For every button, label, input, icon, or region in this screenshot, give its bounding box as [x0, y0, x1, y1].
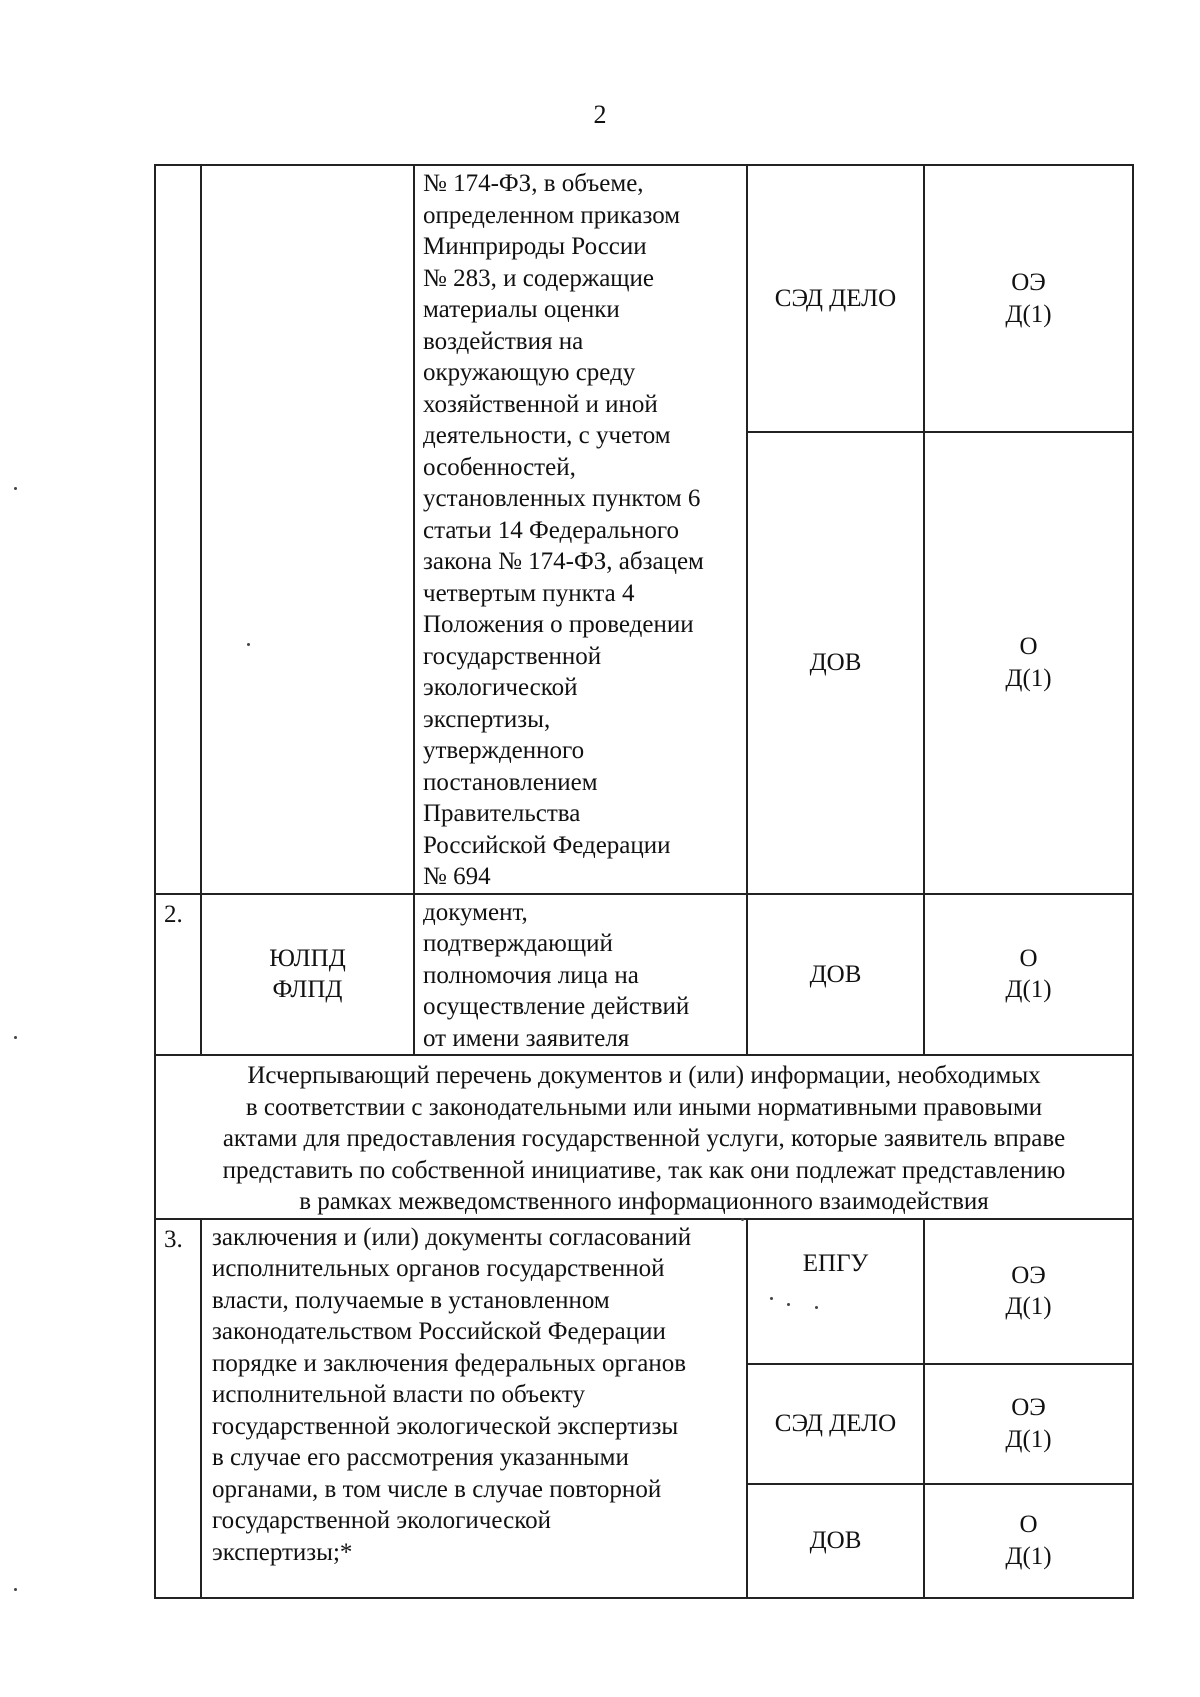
document-line: Российской Федерации	[423, 831, 671, 859]
scan-speck	[247, 643, 250, 646]
channel-name: ДОВ	[809, 649, 862, 677]
form-cell	[924, 1219, 1133, 1364]
section-header-line: актами для предоставления государственной услуги, которые заявитель вправе	[222, 1125, 1066, 1152]
channel-cell	[747, 1219, 924, 1364]
document-cell	[414, 894, 747, 1056]
document-line: экспертизы;*	[212, 1538, 353, 1566]
document-line: № 694	[423, 863, 491, 890]
table-row	[155, 894, 1133, 1056]
document-line: в случае его рассмотрения указанными	[212, 1444, 629, 1471]
document-cell	[414, 165, 747, 894]
document-line: утвержденного	[423, 737, 585, 764]
document-line: Минприроды России	[423, 233, 647, 260]
table-row	[155, 165, 1133, 432]
form-cell	[924, 432, 1133, 893]
form-count: Д(1)	[1005, 300, 1052, 328]
form-count: Д(1)	[1005, 976, 1052, 1004]
document-line: постановлением	[423, 768, 598, 796]
section-header-line: Исчерпывающий перечень документов и (или) информации, необходимых	[247, 1062, 1041, 1089]
document-line: № 174-ФЗ, в объеме,	[423, 170, 644, 197]
document-line: осуществление действий	[423, 993, 690, 1020]
document-line: органами, в том числе в случае повторной	[212, 1475, 662, 1503]
document-line: материалы оценки	[423, 296, 620, 323]
document-line: государственной экологической	[212, 1507, 551, 1534]
form-cell	[924, 894, 1133, 1056]
document-line: закона № 174-ФЗ, абзацем	[423, 548, 704, 575]
document-line: подтверждающий	[423, 930, 613, 957]
document-line: деятельности, с учетом	[423, 422, 671, 449]
document-line: государственной	[423, 642, 602, 670]
form-count: Д(1)	[1005, 1293, 1052, 1320]
section-header-row	[155, 1055, 1133, 1219]
document-line: четвертым пункта 4	[423, 579, 635, 607]
form-type: ОЭ	[1011, 1261, 1046, 1289]
form-count: Д(1)	[1005, 664, 1052, 692]
form-cell	[924, 165, 1133, 432]
scan-speck	[14, 1588, 17, 1591]
row-number-cell	[155, 165, 201, 894]
form-cell	[924, 1364, 1133, 1484]
table-row	[155, 1219, 1133, 1364]
scan-speck	[14, 487, 17, 490]
scan-speck	[14, 1036, 17, 1039]
form-type: ОЭ	[1011, 269, 1046, 297]
document-line: законодательством Российской Федерации	[212, 1318, 666, 1345]
form-cell	[924, 1484, 1133, 1598]
channel-name: СЭД ДЕЛО	[774, 284, 897, 312]
document-line: исполнительных органов государственной	[212, 1255, 665, 1282]
scan-speck	[741, 1218, 744, 1221]
row-number-cell: 3.	[155, 1219, 201, 1598]
document-line: заключения и (или) документы согласований	[212, 1223, 692, 1251]
document-line: определенном приказом	[423, 201, 681, 229]
documents-table	[154, 164, 1134, 1599]
section-header-line: в соответствии с законодательными или иными нормативными правовыми	[245, 1093, 1043, 1121]
document-line: экологической	[423, 674, 578, 701]
document-line: власти, получаемые в установленном	[212, 1286, 610, 1314]
document-line: хозяйственной и иной	[423, 390, 658, 418]
document-cell	[201, 1219, 747, 1598]
form-count: Д(1)	[1005, 1425, 1052, 1453]
channel-cell	[747, 165, 924, 432]
channel-name: ДОВ	[809, 960, 862, 988]
section-header-line: в рамках межведомственного информационного взаимодействия	[299, 1188, 989, 1215]
applicant-code: ФЛПД	[272, 976, 343, 1004]
form-type: О	[1019, 944, 1038, 972]
document-line: порядке и заключения федеральных органов	[212, 1349, 687, 1377]
channel-name: ЕПГУ	[802, 1249, 869, 1277]
document-line: исполнительной власти по объекту	[212, 1381, 586, 1408]
scan-speck	[770, 1297, 773, 1300]
document-line: установленных пунктом 6	[423, 485, 701, 512]
channel-cell	[747, 894, 924, 1056]
channel-cell	[747, 1484, 924, 1598]
section-header-line: представить по собственной инициативе, так как они подлежат представлению	[222, 1156, 1066, 1184]
applicant-cell	[201, 894, 414, 1056]
document-line: от имени заявителя	[423, 1024, 630, 1052]
document-line: окружающую среду	[423, 359, 636, 386]
channel-name: СЭД ДЕЛО	[774, 1409, 897, 1437]
scan-speck	[815, 1306, 818, 1309]
document-line: полномочия лица на	[423, 961, 639, 989]
form-type: О	[1019, 1511, 1038, 1538]
applicant-cell	[201, 165, 414, 894]
form-type: ОЭ	[1011, 1394, 1046, 1421]
document-line: Правительства	[423, 800, 581, 827]
applicant-code: ЮЛПД	[269, 944, 346, 972]
scan-speck	[787, 1303, 790, 1306]
page-number: 2	[593, 100, 607, 129]
section-header	[155, 1055, 1133, 1219]
form-type: О	[1019, 633, 1038, 661]
document-line: особенностей,	[423, 453, 576, 481]
document-line: государственной экологической экспертизы	[212, 1412, 679, 1440]
document-line: статьи 14 Федерального	[423, 516, 680, 544]
document-line: № 283, и содержащие	[423, 264, 655, 292]
document-line: Положения о проведении	[423, 611, 694, 638]
channel-cell	[747, 432, 924, 893]
row-number-cell: 2.	[155, 894, 201, 1056]
document-line: воздействия на	[423, 327, 584, 355]
channel-name: ДОВ	[809, 1526, 862, 1554]
document-line: экспертизы,	[423, 705, 551, 733]
channel-cell	[747, 1364, 924, 1484]
form-count: Д(1)	[1005, 1542, 1052, 1570]
document-line: документ,	[423, 898, 528, 926]
